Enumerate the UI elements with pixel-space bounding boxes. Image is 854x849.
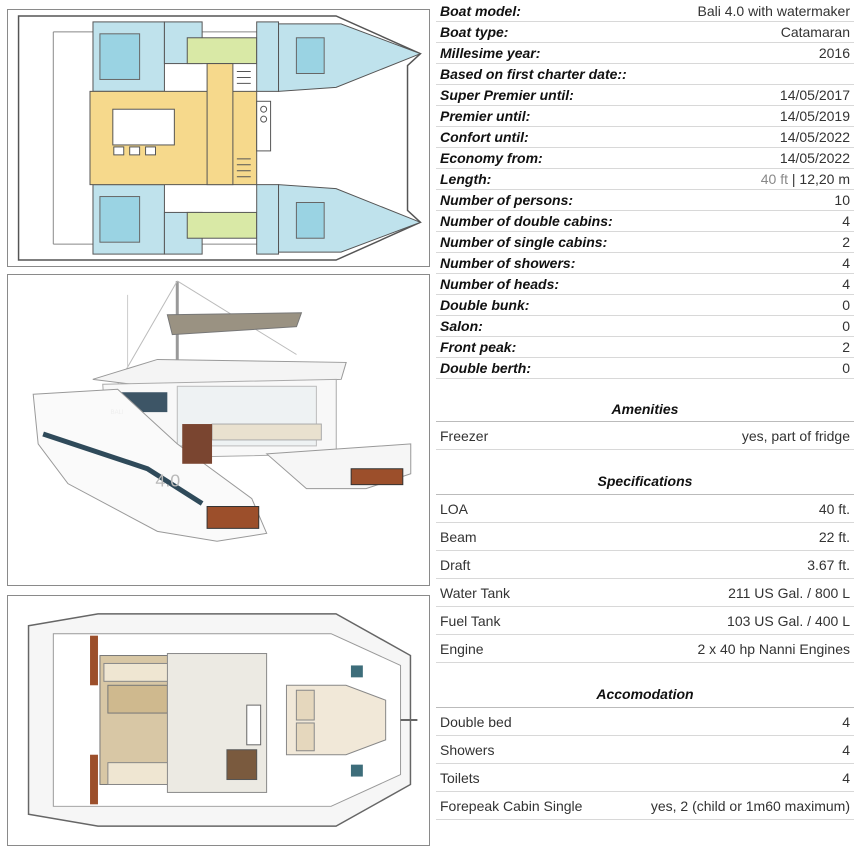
spec-label: Millesime year:: [440, 45, 541, 61]
accomodation-label: Toilets: [440, 770, 480, 786]
spec-value: 14/05/2017: [779, 87, 850, 103]
accomodation-value: 4: [842, 714, 850, 730]
spec-row-heads: [436, 274, 854, 295]
spec-row-persons: [436, 190, 854, 211]
spec-value: [761, 171, 850, 187]
accomodation-value: yes, 2 (child or 1m60 maximum): [650, 798, 850, 814]
spec-label: Premier until:: [440, 108, 531, 124]
length-feet: 40 ft: [760, 171, 788, 187]
spec-row-showers: [436, 253, 854, 274]
spec-label: Draft: [440, 557, 471, 573]
spec-label: Double berth:: [440, 360, 531, 376]
accomodation-label: Double bed: [440, 714, 512, 730]
spec-label: Salon:: [440, 318, 483, 334]
spec-label: Water Tank: [440, 585, 511, 601]
amenity-label: Freezer: [440, 428, 489, 444]
spec-value: 3.67 ft.: [807, 557, 850, 573]
spec-value: 0: [842, 297, 850, 313]
amenity-value: yes, part of fridge: [741, 428, 850, 444]
spec-label: Super Premier until:: [440, 87, 574, 103]
spec-row-double-cabins: [436, 211, 854, 232]
spec-row-engine: [436, 635, 854, 663]
spec-value: 2 x 40 hp Nanni Engines: [697, 641, 850, 657]
spec-value: 0: [842, 318, 850, 334]
spec-label: Fuel Tank: [440, 613, 501, 629]
spec-value: 4: [842, 276, 850, 292]
spec-label: Boat type:: [440, 24, 509, 40]
spec-row-draft: [436, 551, 854, 579]
spec-value: 14/05/2019: [779, 108, 850, 124]
deck-plan-drawing: [8, 596, 429, 845]
spec-row-front-peak: [436, 337, 854, 358]
spec-label: Economy from:: [440, 150, 543, 166]
amenity-row-freezer: [436, 422, 854, 450]
boat-specs-table: [436, 1, 854, 820]
spec-value: 14/05/2022: [779, 129, 850, 145]
accomodation-row-double-bed: [436, 708, 854, 736]
spec-row-millesime-year: [436, 43, 854, 64]
spec-row-boat-type: [436, 22, 854, 43]
spec-label: Based on first charter date::: [440, 66, 627, 82]
spec-row-salon: [436, 316, 854, 337]
spec-row-water-tank: [436, 579, 854, 607]
accomodation-label: Forepeak Cabin Single: [440, 798, 583, 814]
spec-value: 40 ft.: [818, 501, 850, 517]
spec-value: 22 ft.: [818, 529, 850, 545]
spec-row-loa: [436, 495, 854, 523]
spec-label: Boat model:: [440, 3, 521, 19]
spec-label: Front peak:: [440, 339, 517, 355]
spec-label: Number of single cabins:: [440, 234, 608, 250]
spec-label: Beam: [440, 529, 477, 545]
spec-label: LOA: [440, 501, 469, 517]
spec-row-double-bunk: [436, 295, 854, 316]
spec-row-length: [436, 169, 854, 190]
boat-photo-drawing: [8, 275, 429, 585]
spec-label: Confort until:: [440, 129, 529, 145]
spec-value: 103 US Gal. / 400 L: [727, 613, 850, 629]
spec-label: Engine: [440, 641, 484, 657]
spec-label: Length:: [440, 171, 492, 187]
spec-label: Number of showers:: [440, 255, 576, 271]
length-separator: |: [787, 171, 800, 187]
layout-plan-drawing: [8, 10, 429, 266]
layout-plan-image: [7, 9, 430, 267]
spec-label: Number of persons:: [440, 192, 574, 208]
accomodation-label: Showers: [440, 742, 495, 758]
spec-row-super-premier: [436, 85, 854, 106]
spec-value: 2: [842, 339, 850, 355]
accomodation-row-showers: [436, 736, 854, 764]
section-title-specifications: Specifications: [436, 467, 854, 495]
section-title-accomodation: Accomodation: [436, 680, 854, 708]
spec-row-double-berth: [436, 358, 854, 379]
spec-row-fuel-tank: [436, 607, 854, 635]
spec-row-premier: [436, 106, 854, 127]
length-meters: 12,20 m: [799, 171, 850, 187]
deck-plan-image: [7, 595, 430, 846]
spec-value: 211 US Gal. / 800 L: [728, 585, 850, 601]
spec-row-boat-model: [436, 1, 854, 22]
accomodation-row-toilets: [436, 764, 854, 792]
section-title-amenities: Amenities: [436, 396, 854, 422]
accomodation-value: 4: [842, 770, 850, 786]
spec-value: Bali 4.0 with watermaker: [697, 3, 850, 19]
spec-label: Double bunk:: [440, 297, 530, 313]
spec-value: 14/05/2022: [779, 150, 850, 166]
spec-row-first-charter-date: [436, 64, 854, 85]
boat-photo-image: [7, 274, 430, 586]
spec-label: Number of double cabins:: [440, 213, 613, 229]
spec-value: 2016: [818, 45, 850, 61]
accomodation-row-forepeak: [436, 792, 854, 820]
spec-row-confort: [436, 127, 854, 148]
spec-value: Catamaran: [780, 24, 850, 40]
accomodation-value: 4: [842, 742, 850, 758]
spec-row-economy: [436, 148, 854, 169]
spec-value: 2: [842, 234, 850, 250]
spec-row-single-cabins: [436, 232, 854, 253]
spec-value: 4: [842, 213, 850, 229]
hull-number-text: 4.0: [155, 470, 181, 491]
spec-value: 10: [834, 192, 850, 208]
spec-label: Number of heads:: [440, 276, 560, 292]
spec-row-beam: [436, 523, 854, 551]
spec-value: 4: [842, 255, 850, 271]
spec-value: 0: [842, 360, 850, 376]
hull-brand-text: BALI: [110, 410, 124, 417]
